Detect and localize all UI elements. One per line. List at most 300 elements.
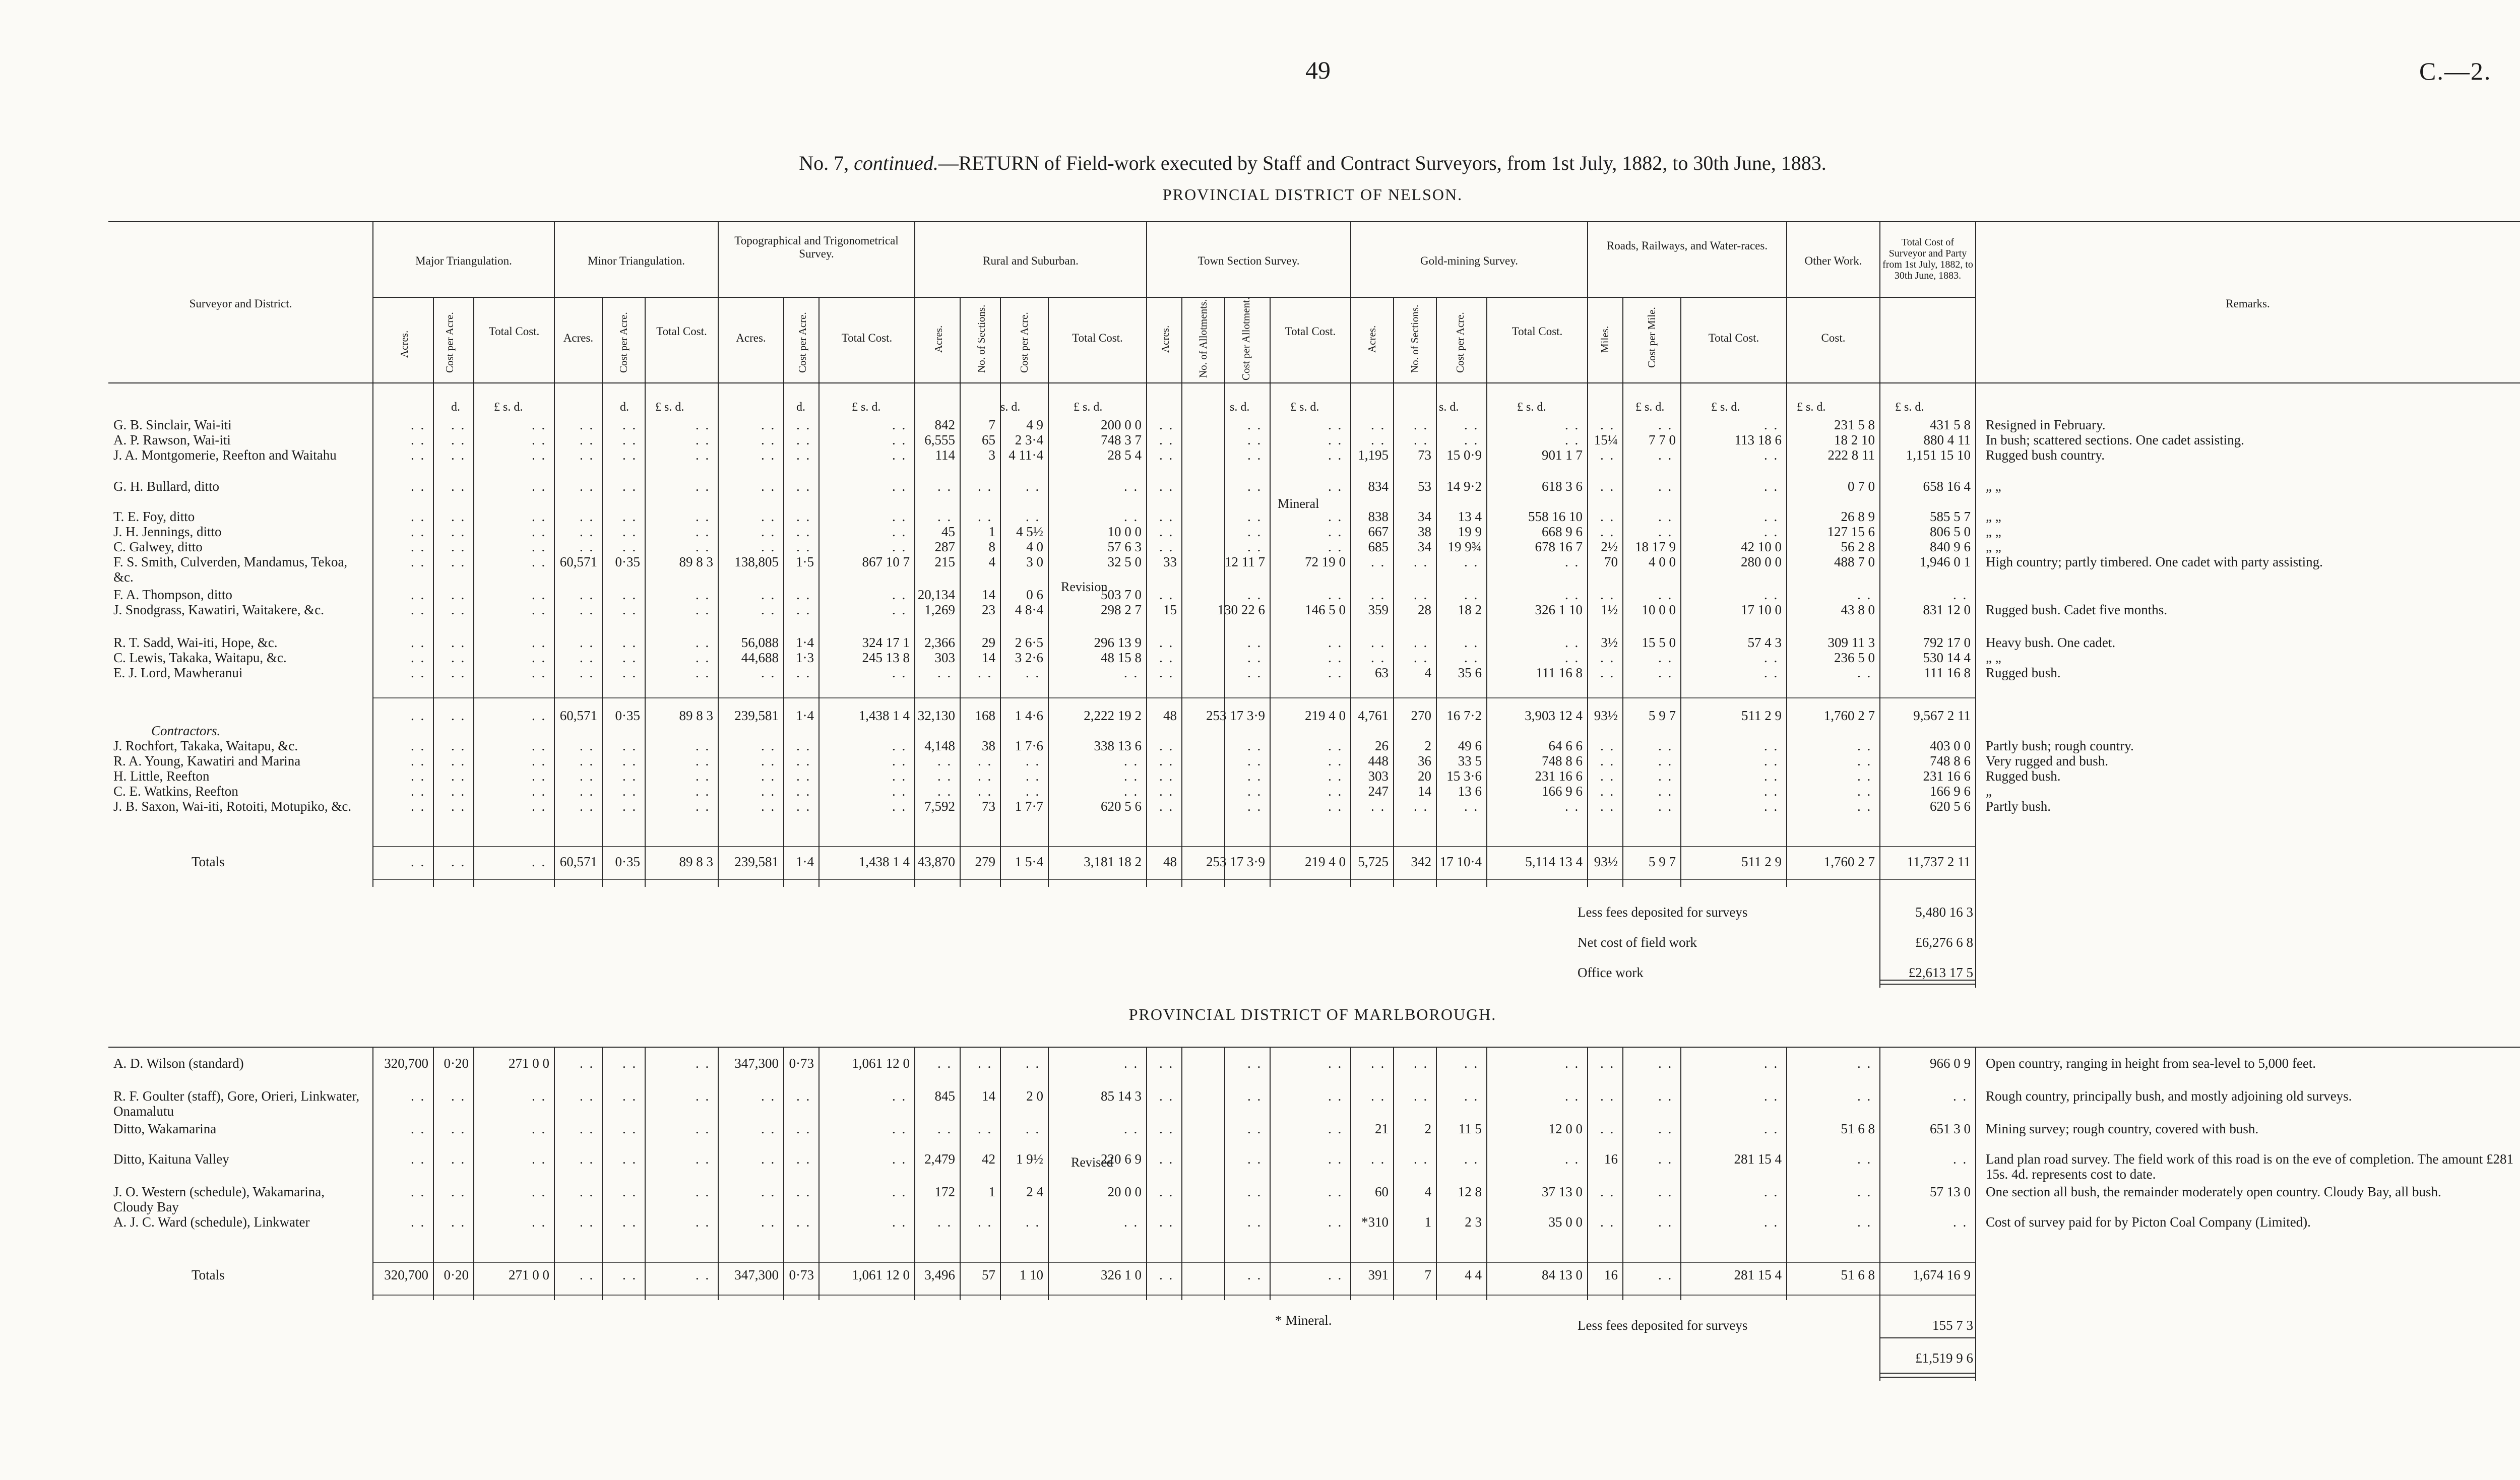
empty-cell-dots: . .: [580, 539, 595, 554]
cell-gold-acres: 667: [1368, 524, 1389, 539]
empty-cell-dots: . .: [978, 753, 993, 768]
empty-cell-dots: . .: [1159, 1151, 1174, 1167]
cell-gold-total: 618 3 6: [1542, 479, 1583, 494]
empty-cell-dots: . .: [532, 635, 547, 650]
empty-cell-dots: . .: [1328, 447, 1343, 463]
cell-rural-acres: 842: [934, 417, 955, 432]
empty-cell-dots: . .: [761, 768, 776, 784]
empty-cell-dots: . .: [696, 635, 711, 650]
cell-topo-total: 1,061 12 0: [852, 1267, 910, 1282]
cell-gold-cpa: 16 7·2: [1446, 708, 1482, 723]
empty-cell-dots: . .: [1658, 1056, 1673, 1071]
cell-rural-cpa: 1 7·7: [1015, 799, 1043, 814]
empty-cell-dots: . .: [532, 665, 547, 680]
summary-value: £2,613 17 5: [1908, 965, 1973, 980]
remark: „ „: [1986, 650, 2001, 665]
cell-rural-acres: 32,130: [917, 708, 955, 723]
cell-topo-acres: 239,581: [734, 708, 779, 723]
empty-cell-dots: . .: [1764, 479, 1779, 494]
minor-triangulation-header: Minor Triangulation.: [588, 254, 685, 267]
cell-gold-sec: 2: [1424, 738, 1431, 753]
remark: „: [1986, 784, 1992, 799]
empty-cell-dots: . .: [1565, 1088, 1580, 1104]
empty-cell-dots: . .: [1371, 650, 1386, 665]
empty-cell-dots: . .: [761, 602, 776, 617]
cell-roads-miles: 16: [1604, 1151, 1618, 1167]
cell-gold-acres: 685: [1368, 539, 1389, 554]
cell-gold-sec: 73: [1418, 447, 1431, 463]
empty-cell-dots: . .: [1764, 738, 1779, 753]
surveyor-name: C. Galwey, ditto: [113, 539, 203, 554]
cell-rural-sec: 14: [982, 587, 995, 602]
empty-cell-dots: . .: [451, 1151, 466, 1167]
empty-cell-dots: . .: [1953, 1088, 1968, 1104]
cell-gold-acres: 391: [1368, 1267, 1389, 1282]
unit-lsd: £ s. d.: [852, 401, 881, 414]
cell-other: 43 8 0: [1841, 602, 1875, 617]
empty-cell-dots: . .: [1658, 1088, 1673, 1104]
empty-cell-dots: . .: [411, 650, 426, 665]
empty-cell-dots: . .: [1328, 665, 1343, 680]
empty-cell-dots: . .: [411, 417, 426, 432]
cell-gold-sec: 2: [1424, 1121, 1431, 1136]
empty-cell-dots: . .: [580, 665, 595, 680]
empty-cell-dots: . .: [937, 665, 953, 680]
empty-cell-dots: . .: [1464, 432, 1479, 447]
remark: Cost of survey paid for by Picton Coal Company (Limited).: [1986, 1214, 2311, 1230]
cell-rural-total: 200 0 0: [1101, 417, 1142, 432]
empty-cell-dots: . .: [1764, 1214, 1779, 1230]
empty-cell-dots: . .: [978, 1121, 993, 1136]
empty-cell-dots: . .: [580, 768, 595, 784]
cell-rural-sec: 23: [982, 602, 995, 617]
cell-rural-total: 10 0 0: [1107, 524, 1142, 539]
remark: „ „: [1986, 539, 2001, 554]
empty-cell-dots: . .: [1464, 417, 1479, 432]
cell-rural-sec: 57: [982, 1267, 995, 1282]
empty-cell-dots: . .: [1857, 768, 1872, 784]
empty-cell-dots: . .: [1857, 1151, 1872, 1167]
empty-cell-dots: . .: [1328, 753, 1343, 768]
empty-cell-dots: . .: [696, 665, 711, 680]
empty-cell-dots: . .: [411, 665, 426, 680]
empty-cell-dots: . .: [1857, 799, 1872, 814]
empty-cell-dots: . .: [1857, 1184, 1872, 1199]
remark: Partly bush.: [1986, 799, 2051, 814]
empty-cell-dots: . .: [1159, 650, 1174, 665]
empty-cell-dots: . .: [892, 587, 907, 602]
remark: One section all bush, the remainder moderately open country. Cloudy Bay, all bush.: [1986, 1184, 2441, 1199]
empty-cell-dots: . .: [532, 479, 547, 494]
empty-cell-dots: . .: [1658, 753, 1673, 768]
empty-cell-dots: . .: [1247, 635, 1263, 650]
empty-cell-dots: . .: [580, 417, 595, 432]
empty-cell-dots: . .: [1247, 1184, 1263, 1199]
empty-cell-dots: . .: [796, 1121, 811, 1136]
remark: „ „: [1986, 509, 2001, 524]
empty-cell-dots: . .: [1414, 1088, 1429, 1104]
empty-cell-dots: . .: [580, 587, 595, 602]
empty-cell-dots: . .: [696, 1214, 711, 1230]
cell-town-allot: 33: [1163, 554, 1177, 569]
cell-rural-sec: 73: [982, 799, 995, 814]
empty-cell-dots: . .: [451, 1088, 466, 1104]
empty-cell-dots: . .: [1764, 524, 1779, 539]
cell-rural-cpa: 3 2·6: [1015, 650, 1043, 665]
empty-cell-dots: . .: [580, 1184, 595, 1199]
major-cost-per-acre-subheader: Cost per Acre.: [444, 312, 456, 373]
cell-total: 530 14 4: [1923, 650, 1971, 665]
empty-cell-dots: . .: [532, 524, 547, 539]
cell-rural-sec: 14: [982, 1088, 995, 1104]
unit-lsd: £ s. d.: [1797, 401, 1826, 414]
empty-cell-dots: . .: [622, 665, 638, 680]
summary-value: 5,480 16 3: [1915, 905, 1973, 920]
surveyor-name: J. H. Jennings, ditto: [113, 524, 222, 539]
cell-roads-total: 281 15 4: [1734, 1151, 1782, 1167]
empty-cell-dots: . .: [796, 665, 811, 680]
cell-other: 309 11 3: [1828, 635, 1875, 650]
empty-cell-dots: . .: [1600, 768, 1615, 784]
empty-cell-dots: . .: [1600, 509, 1615, 524]
empty-cell-dots: . .: [696, 479, 711, 494]
cell-gold-total: 64 6 6: [1548, 738, 1583, 753]
cell-roads-cpm: 5 9 7: [1649, 854, 1676, 869]
empty-cell-dots: . .: [696, 1121, 711, 1136]
major-triangulation-header: Major Triangulation.: [415, 254, 512, 267]
empty-cell-dots: . .: [1414, 1151, 1429, 1167]
cell-gold-cpa: 33 5: [1458, 753, 1482, 768]
empty-cell-dots: . .: [761, 432, 776, 447]
cell-other: 26 8 9: [1841, 509, 1875, 524]
empty-cell-dots: . .: [1857, 1088, 1872, 1104]
minor-acres-subheader: Acres.: [563, 332, 594, 344]
cell-gold-total: 901 1 7: [1542, 447, 1583, 463]
empty-cell-dots: . .: [580, 650, 595, 665]
surveyor-name: F. S. Smith, Culverden, Mandamus, Tekoa, &c.: [113, 554, 348, 585]
empty-cell-dots: . .: [1658, 587, 1673, 602]
empty-cell-dots: . .: [761, 1184, 776, 1199]
rural-cost-per-acre-subheader: Cost per Acre.: [1018, 312, 1030, 373]
empty-cell-dots: . .: [451, 432, 466, 447]
empty-cell-dots: . .: [580, 1267, 595, 1282]
cell-rural-sec: 1: [988, 524, 995, 539]
empty-cell-dots: . .: [1371, 1088, 1386, 1104]
empty-cell-dots: . .: [696, 509, 711, 524]
roads-railways-header: Roads, Railways, and Water-races.: [1606, 239, 1768, 252]
empty-cell-dots: . .: [622, 524, 638, 539]
unit-lsd: £ s. d.: [1517, 401, 1546, 414]
cell-topo-total: 867 10 7: [862, 554, 910, 569]
empty-cell-dots: . .: [937, 1056, 953, 1071]
cell-rural-sec: 7: [988, 417, 995, 432]
empty-cell-dots: . .: [1414, 417, 1429, 432]
summary-value: £1,519 9 6: [1915, 1350, 1973, 1366]
empty-cell-dots: . .: [1600, 650, 1615, 665]
minor-cost-per-acre-subheader: Cost per Acre.: [617, 312, 629, 373]
empty-cell-dots: . .: [1857, 1214, 1872, 1230]
empty-cell-dots: . .: [796, 799, 811, 814]
empty-cell-dots: . .: [1026, 1214, 1041, 1230]
cell-gold-total: 5,114 13 4: [1525, 854, 1583, 869]
empty-cell-dots: . .: [796, 1088, 811, 1104]
cell-other: 231 5 8: [1834, 417, 1875, 432]
cell-total: 111 16 8: [1924, 665, 1971, 680]
empty-cell-dots: . .: [532, 1121, 547, 1136]
empty-cell-dots: . .: [1124, 1121, 1139, 1136]
cell-rural-total: 20 0 0: [1107, 1184, 1142, 1199]
empty-cell-dots: . .: [1159, 799, 1174, 814]
surveyor-name: R. F. Goulter (staff), Gore, Orieri, Linkwater, Onamalutu: [113, 1088, 360, 1119]
cell-roads-total: 281 15 4: [1734, 1267, 1782, 1282]
cell-town-cpa: 130 22 6: [1217, 602, 1265, 617]
empty-cell-dots: . .: [796, 417, 811, 432]
empty-cell-dots: . .: [1764, 1121, 1779, 1136]
cell-total: 166 9 6: [1930, 784, 1971, 799]
cell-gold-total: 326 1 10: [1535, 602, 1583, 617]
topo-acres-subheader: Acres.: [736, 332, 766, 344]
empty-cell-dots: . .: [451, 1184, 466, 1199]
cell-topo-cpa: 0·73: [789, 1267, 814, 1282]
cell-gold-sec: 342: [1411, 854, 1431, 869]
empty-cell-dots: . .: [1600, 753, 1615, 768]
surveyor-name: A. J. C. Ward (schedule), Linkwater: [113, 1214, 310, 1230]
cell-topo-cpa: 0·73: [789, 1056, 814, 1071]
empty-cell-dots: . .: [796, 768, 811, 784]
empty-cell-dots: . .: [1658, 1151, 1673, 1167]
empty-cell-dots: . .: [1328, 1151, 1343, 1167]
empty-cell-dots: . .: [1328, 799, 1343, 814]
surveyor-name: J. B. Saxon, Wai-iti, Rotoiti, Motupiko, &c.: [113, 799, 352, 814]
empty-cell-dots: . .: [1857, 753, 1872, 768]
cell-rural-cpa: 2 6·5: [1015, 635, 1043, 650]
summary-label: Office work: [1578, 965, 1644, 980]
cell-major-total: 271 0 0: [509, 1267, 549, 1282]
cell-rural-cpa: 1 7·6: [1015, 738, 1043, 753]
nelson-heading: PROVINCIAL DISTRICT OF NELSON.: [1162, 185, 1463, 204]
cell-other: 56 2 8: [1841, 539, 1875, 554]
empty-cell-dots: . .: [892, 1151, 907, 1167]
topographical-header: Topographical and Trigonometrical Survey.: [734, 234, 899, 260]
cell-town-total: 72 19 0: [1305, 554, 1346, 569]
empty-cell-dots: . .: [1600, 1184, 1615, 1199]
empty-cell-dots: . .: [1124, 509, 1139, 524]
empty-cell-dots: . .: [1953, 587, 1968, 602]
cell-roads-miles: 2½: [1601, 539, 1618, 554]
cell-rural-cpa: 2 0: [1026, 1088, 1043, 1104]
empty-cell-dots: . .: [1247, 524, 1263, 539]
empty-cell-dots: . .: [1764, 447, 1779, 463]
empty-cell-dots: . .: [696, 1184, 711, 1199]
empty-cell-dots: . .: [411, 635, 426, 650]
cell-gold-cpa: 35 6: [1458, 665, 1482, 680]
empty-cell-dots: . .: [1764, 784, 1779, 799]
cell-town-cpa: 12 11 7: [1225, 554, 1265, 569]
empty-cell-dots: . .: [1159, 753, 1174, 768]
empty-cell-dots: . .: [1658, 768, 1673, 784]
surveyor-name: J. Rochfort, Takaka, Waitapu, &c.: [113, 738, 298, 753]
remark: „ „: [1986, 524, 2001, 539]
surveyor-name: R. A. Young, Kawatiri and Marina: [113, 753, 301, 768]
cell-gold-acres: 21: [1375, 1121, 1389, 1136]
empty-cell-dots: . .: [411, 509, 426, 524]
cell-gold-acres: 1,195: [1358, 447, 1389, 463]
empty-cell-dots: . .: [1658, 738, 1673, 753]
empty-cell-dots: . .: [451, 524, 466, 539]
empty-cell-dots: . .: [796, 447, 811, 463]
cell-minor-total: 89 8 3: [679, 708, 713, 723]
cell-roads-miles: 93½: [1594, 854, 1618, 869]
cell-roads-total: 511 2 9: [1741, 854, 1782, 869]
roads-cost-per-mile-subheader: Cost per Mile.: [1646, 307, 1658, 368]
cell-topo-total: 324 17 1: [862, 635, 910, 650]
empty-cell-dots: . .: [796, 509, 811, 524]
cell-rural-total: 28 5 4: [1107, 447, 1142, 463]
cell-roads-miles: 93½: [1594, 708, 1618, 723]
empty-cell-dots: . .: [1857, 587, 1872, 602]
major-acres-subheader: Acres.: [398, 330, 410, 358]
empty-cell-dots: . .: [937, 1214, 953, 1230]
cell-gold-cpa: 2 3: [1465, 1214, 1482, 1230]
empty-cell-dots: . .: [451, 509, 466, 524]
cell-gold-acres: 247: [1368, 784, 1389, 799]
empty-cell-dots: . .: [1371, 1056, 1386, 1071]
empty-cell-dots: . .: [761, 479, 776, 494]
empty-cell-dots: . .: [622, 753, 638, 768]
cell-gold-sec: 38: [1418, 524, 1431, 539]
remark: Rugged bush.: [1986, 665, 2061, 680]
empty-cell-dots: . .: [1124, 1056, 1139, 1071]
unit-sd: s. d.: [1000, 401, 1021, 414]
cell-topo-cpa: 1·5: [796, 554, 814, 569]
cell-rural-sec: 14: [982, 650, 995, 665]
summary-label: Net cost of field work: [1578, 935, 1697, 950]
cell-topo-total: 245 13 8: [862, 650, 910, 665]
empty-cell-dots: . .: [532, 753, 547, 768]
empty-cell-dots: . .: [1600, 665, 1615, 680]
empty-cell-dots: . .: [796, 784, 811, 799]
empty-cell-dots: . .: [1159, 1056, 1174, 1071]
cell-rural-sec: 3: [988, 447, 995, 463]
empty-cell-dots: . .: [622, 1056, 638, 1071]
empty-cell-dots: . .: [696, 784, 711, 799]
cell-total: 658 16 4: [1923, 479, 1971, 494]
cell-gold-sec: 20: [1418, 768, 1431, 784]
surveyor-name: E. J. Lord, Mawheranui: [113, 665, 243, 680]
empty-cell-dots: . .: [451, 539, 466, 554]
empty-cell-dots: . .: [532, 602, 547, 617]
cell-rural-cpa: 4 0: [1026, 539, 1043, 554]
gold-mining-header: Gold-mining Survey.: [1420, 254, 1518, 267]
cell-rural-acres: 287: [934, 539, 955, 554]
empty-cell-dots: . .: [1247, 768, 1263, 784]
title-prefix: No. 7,: [799, 152, 849, 174]
cell-gold-cpa: 12 8: [1458, 1184, 1482, 1199]
minor-total-cost-subheader: Total Cost.: [656, 325, 707, 338]
empty-cell-dots: . .: [622, 1184, 638, 1199]
empty-cell-dots: . .: [1328, 432, 1343, 447]
empty-cell-dots: . .: [411, 554, 426, 569]
empty-cell-dots: . .: [532, 650, 547, 665]
revision-note: Revision: [1061, 580, 1108, 594]
surveyor-name: J. O. Western (schedule), Wakamarina, Cloudy Bay: [113, 1184, 325, 1214]
empty-cell-dots: . .: [796, 1184, 811, 1199]
empty-cell-dots: . .: [532, 708, 547, 723]
cell-topo-acres: 138,805: [734, 554, 779, 569]
cell-topo-acres: 56,088: [741, 635, 779, 650]
empty-cell-dots: . .: [1857, 784, 1872, 799]
empty-cell-dots: . .: [451, 1214, 466, 1230]
cell-roads-total: 42 10 0: [1741, 539, 1782, 554]
empty-cell-dots: . .: [1159, 539, 1174, 554]
empty-cell-dots: . .: [1600, 417, 1615, 432]
empty-cell-dots: . .: [1124, 665, 1139, 680]
cell-roads-miles: 1½: [1601, 602, 1618, 617]
empty-cell-dots: . .: [1247, 587, 1263, 602]
cell-roads-cpm: 15 5 0: [1642, 635, 1676, 650]
empty-cell-dots: . .: [411, 524, 426, 539]
cell-rural-sec: 1: [988, 1184, 995, 1199]
cell-gold-total: 111 16 8: [1536, 665, 1583, 680]
unit-d: d.: [451, 401, 460, 414]
empty-cell-dots: . .: [411, 768, 426, 784]
empty-cell-dots: . .: [532, 509, 547, 524]
empty-cell-dots: . .: [451, 602, 466, 617]
cell-major-acres: 320,700: [384, 1267, 428, 1282]
cell-total: 1,674 16 9: [1913, 1267, 1971, 1282]
empty-cell-dots: . .: [1764, 1184, 1779, 1199]
empty-cell-dots: . .: [532, 784, 547, 799]
rural-acres-subheader: Acres.: [932, 325, 944, 353]
cell-total: 651 3 0: [1930, 1121, 1971, 1136]
cell-town-allot: 48: [1163, 854, 1177, 869]
empty-cell-dots: . .: [761, 784, 776, 799]
empty-cell-dots: . .: [761, 447, 776, 463]
empty-cell-dots: . .: [696, 524, 711, 539]
empty-cell-dots: . .: [1857, 665, 1872, 680]
revised-note: Revised: [1071, 1155, 1113, 1170]
mineral-note: Mineral: [1278, 496, 1319, 511]
empty-cell-dots: . .: [1159, 738, 1174, 753]
empty-cell-dots: . .: [1658, 509, 1673, 524]
cell-rural-sec: 279: [975, 854, 995, 869]
empty-cell-dots: . .: [1414, 799, 1429, 814]
empty-cell-dots: . .: [1565, 799, 1580, 814]
topo-cost-per-acre-subheader: Cost per Acre.: [796, 312, 808, 373]
surveyor-name: T. E. Foy, ditto: [113, 509, 195, 524]
topo-total-cost-subheader: Total Cost.: [841, 332, 893, 344]
remark: Resigned in February.: [1986, 417, 2106, 432]
cell-topo-cpa: 1·3: [796, 650, 814, 665]
empty-cell-dots: . .: [1124, 479, 1139, 494]
cell-total: 840 9 6: [1930, 539, 1971, 554]
cell-rural-acres: 2,366: [924, 635, 955, 650]
rural-suburban-header: Rural and Suburban.: [983, 254, 1079, 267]
empty-cell-dots: . .: [532, 799, 547, 814]
empty-cell-dots: . .: [411, 1184, 426, 1199]
empty-cell-dots: . .: [892, 665, 907, 680]
title-rest: —RETURN of Field-work executed by Staff and Contract Surveyors, from 1st July, 1882, to 30th June, 1883.: [938, 152, 1826, 174]
cell-rural-sec: 65: [982, 432, 995, 447]
cell-gold-cpa: 49 6: [1458, 738, 1482, 753]
total-cost-header: Total Cost of Surveyor and Party from 1st July, 1882, to 30th June, 1883.: [1882, 237, 1973, 281]
cell-roads-miles: 15¼: [1594, 432, 1618, 447]
surveyor-name: Ditto, Wakamarina: [113, 1121, 217, 1136]
empty-cell-dots: . .: [451, 854, 466, 869]
unit-lsd: £ s. d.: [1635, 401, 1665, 414]
cell-rural-total: 57 6 3: [1107, 539, 1142, 554]
empty-cell-dots: . .: [451, 447, 466, 463]
